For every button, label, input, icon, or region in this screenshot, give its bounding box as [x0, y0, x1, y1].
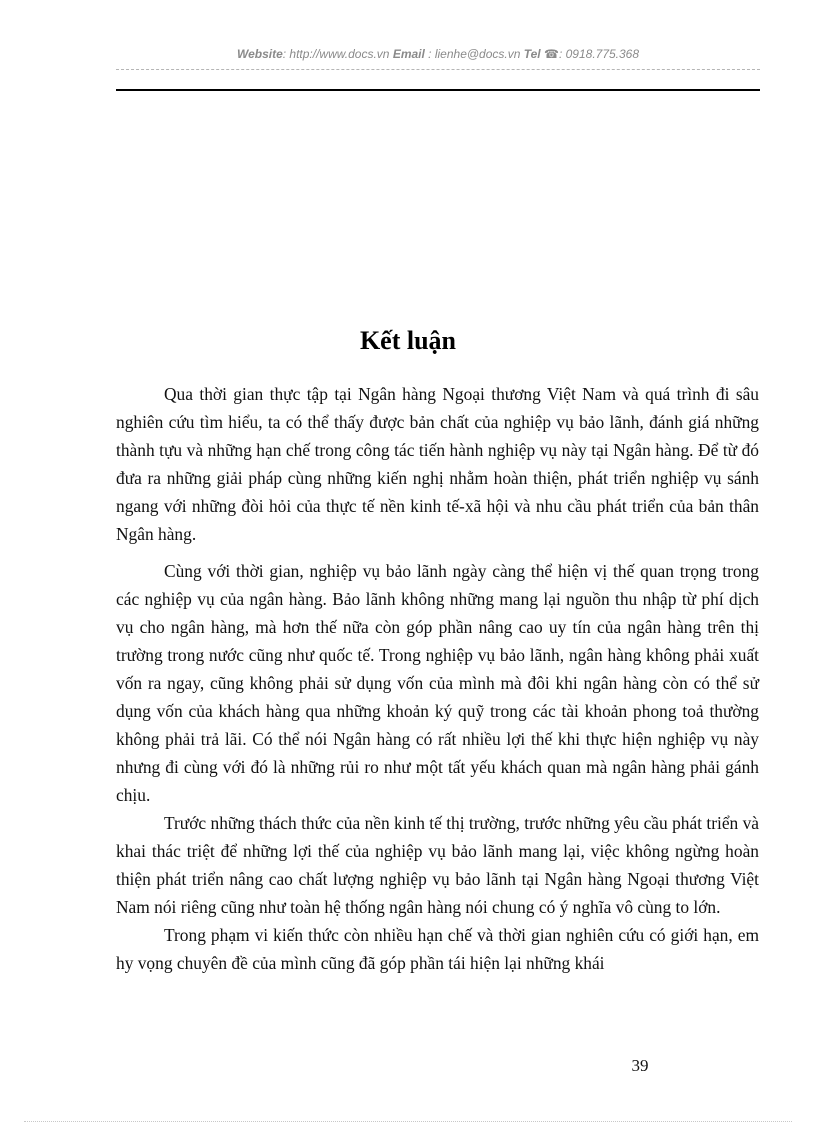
- page-number: 39: [631, 1056, 649, 1075]
- paragraph: Qua thời gian thực tập tại Ngân hàng Ngoại thương Việt Nam và quá trình đi sâu nghiên cứu tìm hiểu, ta có thể thấy được bản chất của nghiệp vụ bảo lãnh, đánh giá những thành tựu và những hạn chế trong công tác tiến hành nghiệp vụ này tại Ngân hàng. Để từ đó đưa ra những giải pháp cùng những kiến nghị nhằm hoàn thiện, phát triển nghiệp vụ sánh ngang với những đòi hỏi của thực tế nền kinh tế-xã hội và nhu cầu phát triển của bản thân Ngân hàng.: [116, 384, 759, 544]
- site-header: [116, 47, 760, 70]
- email-label: Email: [392, 47, 425, 61]
- paragraph: Trong phạm vi kiến thức còn nhiều hạn chế và thời gian nghiên cứu có giới hạn, em hy vọng chuyên đề của mình cũng đã góp phần tái hiện lại những khái: [116, 925, 759, 973]
- paragraph: Cùng với thời gian, nghiệp vụ bảo lãnh ngày càng thể hiện vị thế quan trọng trong các nghiệp vụ của ngân hàng. Bảo lãnh không những mang lại nguồn thu nhập từ phí dịch vụ cho ngân hàng, mà hơn thế nữa còn góp phần nâng cao uy tín của ngân hàng trên thị trường trong nước cũng như quốc tế. Trong nghiệp vụ bảo lãnh, ngân hàng không phải xuất vốn ra ngay, cũng không phải sử dụng vốn của mình mà đôi khi ngân hàng còn có thể sử dụng vốn của khách hàng qua những khoản ký quỹ trong các tài khoản phong toả thường không phải trả lãi. Có thể nói Ngân hàng có rất nhiều lợi thế khi thực hiện nghiệp vụ này nhưng đi cùng với đó là những rủi ro như một tất yếu khách quan mà ngân hàng phải gánh chịu.: [116, 561, 759, 805]
- page-title: Kết luận: [359, 326, 457, 355]
- header-divider: [116, 89, 760, 91]
- phone-icon: ☎: [544, 47, 559, 61]
- body-text: [116, 380, 759, 977]
- website-label: Website: [236, 47, 283, 61]
- footer-divider: [24, 1121, 792, 1122]
- email-value[interactable]: : lienhe@docs.vn: [428, 47, 521, 61]
- paragraph: Trước những thách thức của nền kinh tế thị trường, trước những yêu cầu phát triển và khai thác triệt để những lợi thế của nghiệp vụ bảo lãnh mang lại, việc không ngừng hoàn thiện phát triển nâng cao chất lượng nghiệp vụ bảo lãnh tại Ngân hàng Ngoại thương Việt Nam nói riêng cũng như toàn hệ thống ngân hàng nói chung có ý nghĩa vô cùng to lớn.: [116, 813, 759, 917]
- website-value[interactable]: : http://www.docs.vn: [282, 47, 390, 61]
- tel-label: Tel: [523, 47, 541, 61]
- tel-value: : 0918.775.368: [558, 47, 640, 61]
